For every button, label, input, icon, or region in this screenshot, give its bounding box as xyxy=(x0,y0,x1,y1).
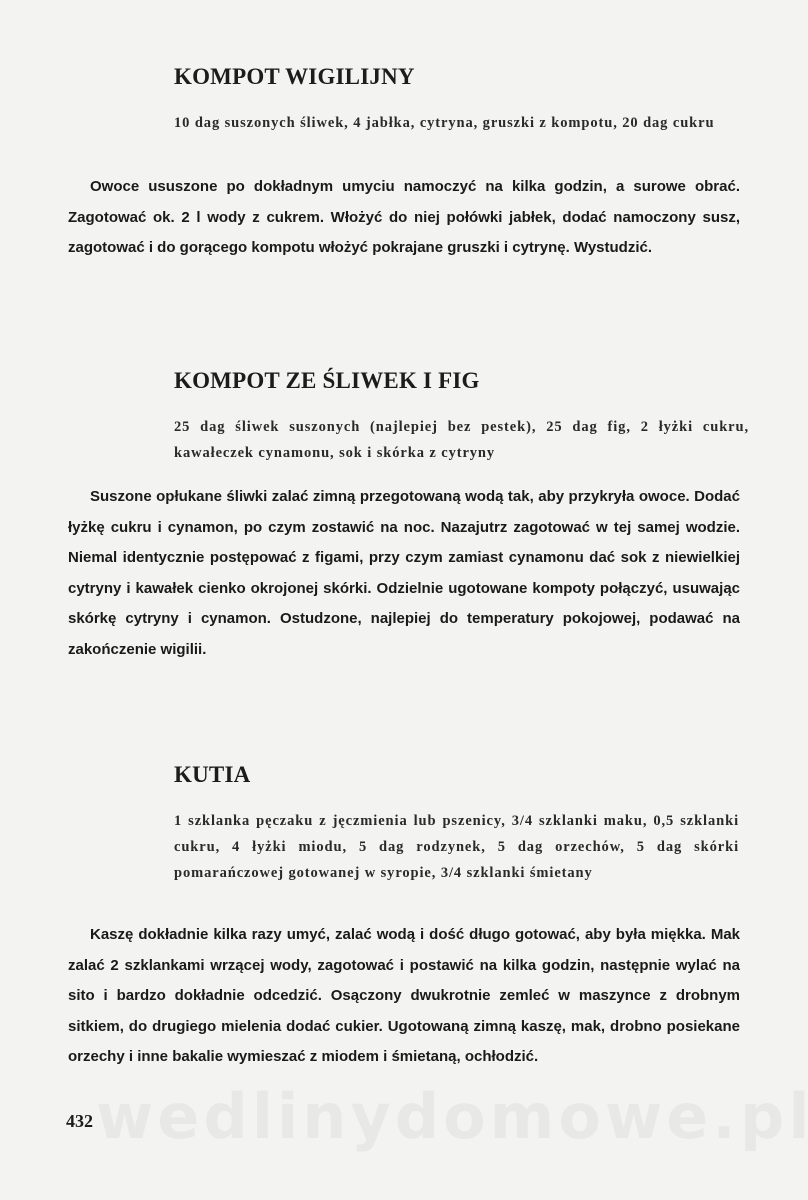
recipe-title: KUTIA xyxy=(174,762,251,787)
recipe-ingredients: 25 dag śliwek suszonych (najlepiej bez pestek), 25 dag fig, 2 łyżki cukru, kawałeczek cynamonu, sok i skórka z cytryny xyxy=(174,419,749,461)
recipe-ingredients: 1 szklanka pęczaku z jęczmienia lub pszenicy, 3/4 szklanki maku, 0,5 szklanki cukru, 4 łyżki miodu, 5 dag rodzynek, 5 dag orzechów, 5 dag skórki pomarańczowej gotowanej w syropie, 3/4 szklanki śmietany xyxy=(174,813,739,881)
recipe-title: KOMPOT ZE ŚLIWEK I FIG xyxy=(174,368,480,393)
watermark xyxy=(96,1080,808,1153)
recipe-ingredients: 10 dag suszonych śliwek, 4 jabłka, cytryna, gruszki z kompotu, 20 dag cukru xyxy=(174,115,715,131)
recipe-method: Kaszę dokładnie kilka razy umyć, zalać wodą i dość długo gotować, aby była miękka. Mak zalać 2 szklankami wrzącej wody, zagotować i postawić na kilka godzin, następnie wylać na sito i bardzo dokładnie odcedzić. Osączony dwukrotnie zemleć w maszynce z drobnym sitkiem, do drugiego mielenia dodać cukier. Ugotowaną zimną kaszę, mak, drobno posiekane orzechy i inne bakalie wymieszać z miodem i śmietaną, ochłodzić. xyxy=(68,926,740,1065)
recipe-method: Owoce ususzone po dokładnym umyciu namoczyć na kilka godzin, a surowe obrać. Zagotować ok. 2 l wody z cukrem. Włożyć do niej połówki jabłek, dodać namoczony susz, zagotować i do gorącego kompotu włożyć pokrajane gruszki i cytrynę. Wystudzić. xyxy=(68,178,740,256)
page-number: 432 xyxy=(66,1111,93,1131)
recipe-method: Suszone opłukane śliwki zalać zimną przegotowaną wodą tak, aby przykryła owoce. Dodać łyżkę cukru i cynamon, po czym zostawić na noc. Nazajutrz zagotować w tej samej wodzie. Niemal identycznie postępować z figami, przy czym zamiast cynamonu dać sok z niewielkiej cytryny i kawałek cienko okrojonej skórki. Odzielnie ugotowane kompoty połączyć, usuwając skórkę cytryny i cynamon. Ostudzone, najlepiej do temperatury pokojowej, podawać na zakończenie wigilii. xyxy=(68,488,740,658)
recipe-title: KOMPOT WIGILIJNY xyxy=(174,64,415,89)
